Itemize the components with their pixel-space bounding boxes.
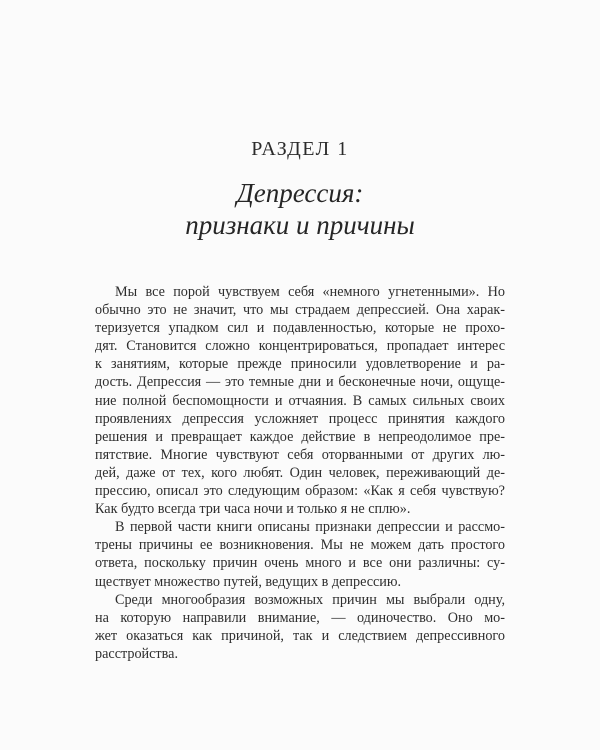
text-line: решения и превращает каждое действие в непреодолимое пре- (95, 428, 505, 445)
text-line: обычно это не значит, что мы страдаем депрессией. Она харак- (95, 302, 505, 319)
text-line: ответа, поскольку причин очень много и все они различны: су- (95, 555, 505, 572)
text-line: Среди многообразия возможных причин мы выбрали одну, (115, 591, 505, 608)
text-line: Как будто всегда три часа ночи и только я не сплю». (95, 501, 411, 518)
text-line: на которую направили внимание, — одиночество. Оно мо- (95, 609, 505, 626)
chapter-title-line-2: признаки и причины (185, 210, 415, 240)
chapter-title-line-1: Депрессия: (236, 178, 364, 208)
text-line: проявлениях депрессия усложняет процесс принятия каждого (95, 410, 505, 427)
text-line: ществует множество путей, ведущих в депрессию. (95, 573, 402, 590)
paragraph-2 (95, 518, 505, 590)
chapter-title (0, 177, 600, 241)
paragraph-1 (95, 283, 505, 518)
text-line: ние полной беспомощности и отчаяния. В самых сильных своих (95, 392, 505, 409)
paragraph-3 (95, 591, 505, 663)
text-line: к занятиям, которые прежде приносили удовлетворение и ра- (95, 356, 505, 373)
text-line: дят. Становится сложно концентрироваться, пропадает интерес (95, 338, 505, 355)
text-line: пятствие. Многие чувствуют себя оторванными от других лю- (95, 446, 505, 463)
text-line: жет оказаться как причиной, так и следствием депрессивного (95, 627, 505, 644)
text-line: В первой части книги описаны признаки депрессии и рассмо- (115, 519, 505, 536)
text-line: трены причины ее возникновения. Мы не можем дать простого (95, 537, 505, 554)
body-text (95, 283, 505, 663)
text-line: дость. Депрессия — это темные дни и бесконечные ночи, ощуще- (95, 374, 505, 391)
text-line: расстройства. (95, 645, 178, 662)
text-line: дей, даже от тех, кого любят. Один человек, переживающий де- (95, 464, 505, 481)
section-label: РАЗДЕЛ 1 (251, 138, 349, 160)
text-line: прессию, описал это следующим образом: «Как я себя чувствую? (95, 483, 505, 500)
text-line: Мы все порой чувствуем себя «немного угнетенными». Но (115, 284, 505, 300)
text-line: теризуется упадком сил и подавленностью, которые не прохо- (95, 320, 505, 337)
